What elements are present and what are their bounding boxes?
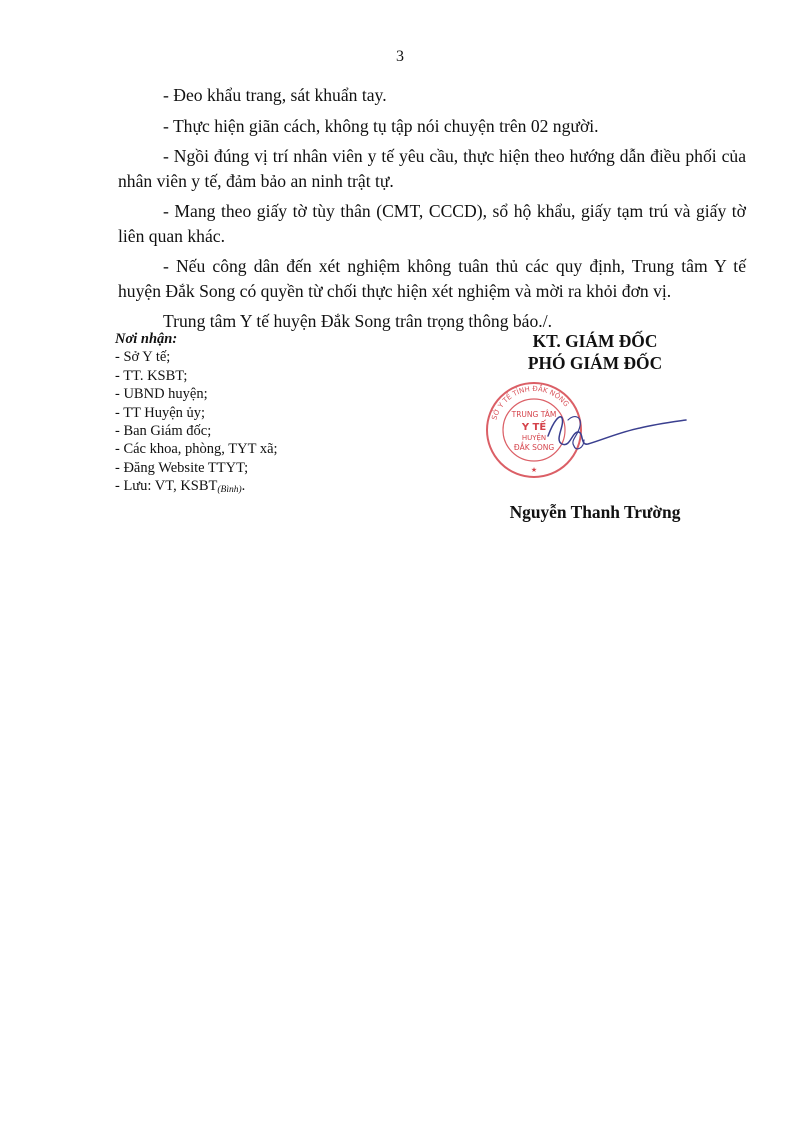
paragraph-seating: - Ngồi đúng vị trí nhân viên y tế yêu cầu, thực hiện theo hướng dẫn điều phối của nhân viên y tế, đảm bảo an ninh trật tự. — [118, 146, 746, 191]
recipient-item: - Đăng Website TTYT; — [115, 459, 249, 476]
signature-title: KT. GIÁM ĐỐC — [532, 331, 658, 351]
recipient-archive-end: . — [241, 478, 246, 495]
signer-name: Nguyễn Thanh Trường — [509, 502, 681, 522]
stamp-outer-text: SỞ Y TẾ TỈNH ĐẮK NÔNG — [490, 384, 571, 421]
signature-block — [470, 330, 720, 522]
stamp-line-4: ĐẮK SONG — [513, 443, 555, 452]
stamp-signature-area — [470, 374, 720, 499]
recipient-item: - TT. KSBT; — [115, 367, 188, 384]
paragraph-distancing: - Thực hiện giãn cách, không tụ tập nói chuyện trên 02 người. — [163, 115, 599, 136]
recipient-item: - Các khoa, phòng, TYT xã; — [115, 441, 278, 458]
paragraph-refusal: - Nếu công dân đến xét nghiệm không tuân thủ các quy định, Trung tâm Y tế huyện Đắk Song có quyền từ chối thực hiện xét nghiệm và mời ra khỏi đơn vị. — [118, 256, 746, 301]
recipient-archive-text: - Lưu: VT, KSBT — [115, 478, 218, 495]
signature-subtitle: PHÓ GIÁM ĐỐC — [527, 353, 663, 373]
signature-stroke — [548, 417, 686, 445]
page-number: 3 — [396, 48, 404, 65]
recipient-archive-suffix: (Bình) — [217, 485, 242, 496]
handwritten-signature — [540, 396, 690, 466]
recipient-item-archive — [115, 477, 278, 499]
stamp-line-2: Y TẾ — [521, 422, 547, 433]
body-text — [118, 83, 746, 340]
recipients-title: Nơi nhận: — [115, 331, 178, 347]
closing-line: Trung tâm Y tế huyện Đắk Song trân trọng thông báo./. — [163, 311, 552, 331]
recipients-list — [115, 348, 278, 499]
stamp-line-3: HUYỆN — [521, 434, 547, 442]
recipient-item: - Sở Y tế; — [115, 349, 171, 366]
stamp-line-1: TRUNG TÂM — [511, 410, 557, 419]
paragraph-mask: - Đeo khẩu trang, sát khuẩn tay. — [163, 85, 387, 105]
recipient-item: - UBND huyện; — [115, 386, 208, 403]
paragraph-documents: - Mang theo giấy tờ tùy thân (CMT, CCCD), sổ hộ khẩu, giấy tạm trú và giấy tờ liên quan khác. — [118, 201, 746, 246]
recipient-item: - TT Huyện ủy; — [115, 404, 206, 421]
stamp-star-icon: ★ — [530, 466, 538, 474]
recipient-item: - Ban Giám đốc; — [115, 423, 212, 440]
recipients-block — [115, 330, 278, 500]
